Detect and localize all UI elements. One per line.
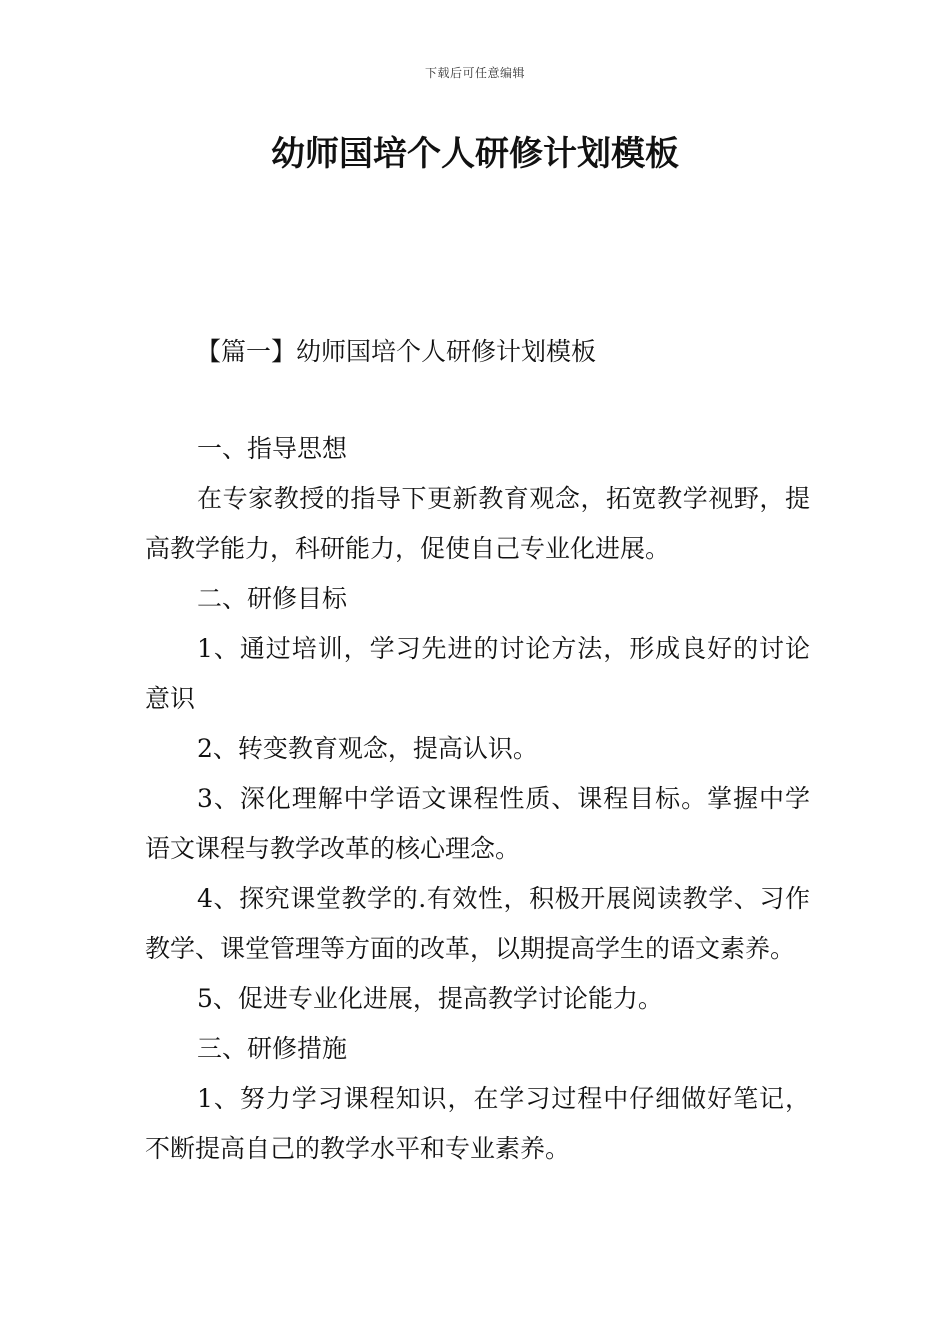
goal-item-5: 5、促进专业化进展，提高教学讨论能力。 [197, 984, 663, 1013]
measure-item-1: 1、努力学习课程知识，在学习过程中仔细做好笔记，不断提高自己的教学水平和专业素养。 [145, 1084, 810, 1163]
heading-training-measures: 三、研修措施 [197, 1034, 348, 1063]
goal-item-3: 3、深化理解中学语文课程性质、课程目标。掌握中学语文课程与教学改革的核心理念。 [145, 784, 810, 863]
goal-item-2: 2、转变教育观念，提高认识。 [197, 734, 538, 763]
goal-item-1: 1、通过培训，学习先进的讨论方法，形成良好的讨论意识 [145, 634, 810, 713]
paragraph-guiding-thought: 在专家教授的指导下更新教育观念，拓宽教学视野，提高教学能力，科研能力，促使自己专业化进展。 [145, 484, 810, 563]
heading-guiding-thought: 一、指导思想 [197, 434, 348, 463]
goal-item-4: 4、探究课堂教学的.有效性，积极开展阅读教学、习作教学、课堂管理等方面的改革，以期提高学生的语文素养。 [145, 884, 810, 963]
document-title: 幼师国培个人研修计划模板 [271, 134, 679, 174]
header-note: 下载后可任意编辑 [424, 66, 525, 80]
section-heading: 【篇一】幼师国培个人研修计划模板 [196, 337, 597, 366]
document-body [145, 424, 810, 1174]
heading-training-goals: 二、研修目标 [197, 584, 348, 613]
